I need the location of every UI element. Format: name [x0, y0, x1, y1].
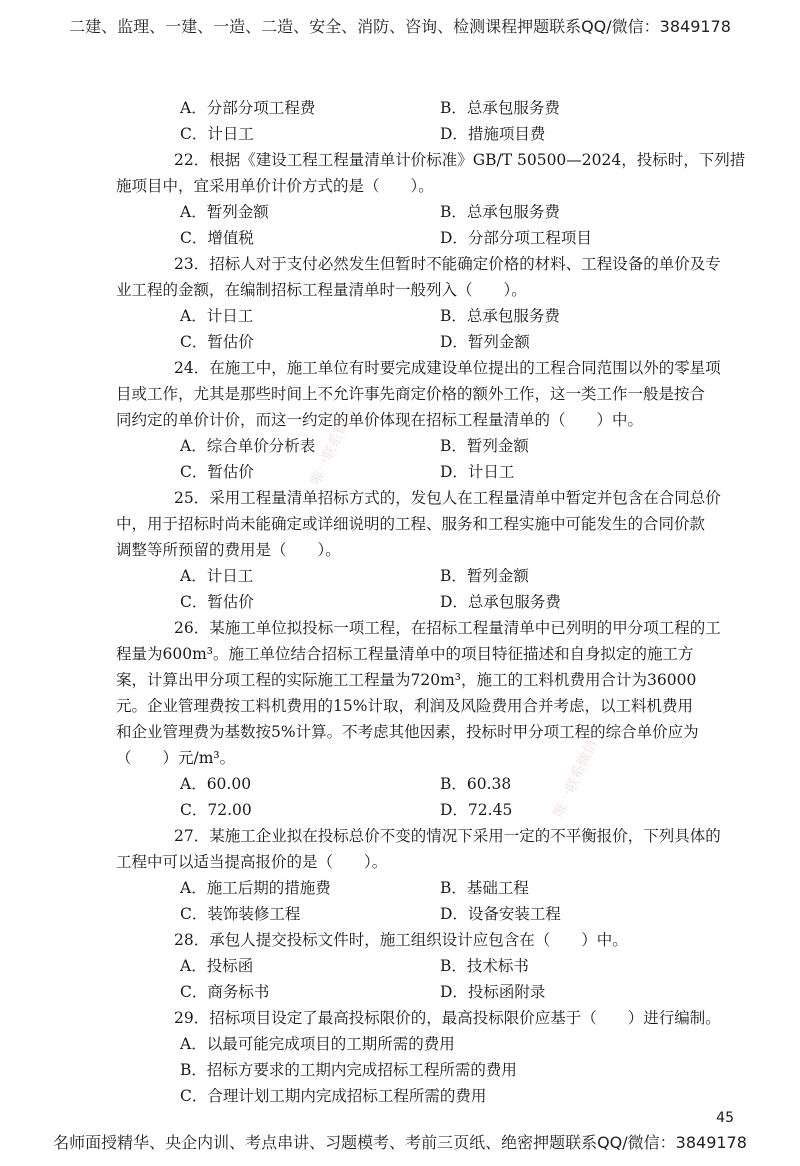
q24-option-c: C．暂估价 — [180, 463, 254, 481]
q27-option-a: A．施工后期的措施费 — [180, 879, 331, 897]
q24-option-a: A．综合单价分析表 — [180, 437, 316, 455]
page-footer-banner: 名师面授精华、央企内训、考点串讲、习题模考、考前三页纸、绝密押题联系QQ/微信：3849178 — [53, 1133, 747, 1152]
q25-stem-line: 调整等所预留的费用是（ ）。 — [116, 541, 341, 559]
q23-option-b: B．总承包服务费 — [440, 307, 560, 325]
q23-option-a: A．计日工 — [180, 307, 254, 325]
q21-option-d: D．措施项目费 — [440, 125, 546, 143]
q25-option-a: A．计日工 — [180, 567, 254, 585]
q28-option-b: B．技术标书 — [440, 957, 529, 975]
q26-option-d: D．72.45 — [440, 801, 513, 819]
q29-option-a: A．以最可能完成项目的工期所需的费用 — [180, 1035, 455, 1053]
q25-option-b: B．暂列金额 — [440, 567, 529, 585]
q26-stem-line: 元。企业管理费按工料机费用的15%计取，利润及风险费用合并考虑，以工料机费用 — [116, 697, 693, 715]
q26-stem-line: 案，计算出甲分项工程的实际施工工程量为720m³，施工的工料机费用合计为36000 — [116, 671, 697, 689]
q29-option-b: B．招标方要求的工期内完成招标工程所需的费用 — [180, 1061, 517, 1079]
q23-stem-line: 23．招标人对于支付必然发生但暂时不能确定价格的材料、工程设备的单价及专 — [174, 255, 721, 273]
q24-option-b: B．暂列金额 — [440, 437, 529, 455]
q24-stem-line: 24．在施工中，施工单位有时要完成建设单位提出的工程合同范围以外的零星项 — [174, 359, 721, 377]
q24-stem-line: 同约定的单价计价，而这一约定的单价体现在招标工程量清单的（ ）中。 — [116, 411, 644, 429]
q25-option-c: C．暂估价 — [180, 593, 254, 611]
watermark-text: 唯一联系微信 — [307, 405, 358, 489]
q25-stem-line: 25．采用工程量清单招标方式的，发包人在工程量清单中暂定并包含在合同总价 — [174, 489, 721, 507]
q23-option-d: D．暂列金额 — [440, 333, 530, 351]
q21-option-c: C．计日工 — [180, 125, 254, 143]
q26-stem-line: 程量为600m³。施工单位结合招标工程量清单中的项目特征描述和自身拟定的施工方 — [116, 645, 694, 663]
q27-option-d: D．设备安装工程 — [440, 905, 561, 923]
q25-stem-line: 中，用于招标时尚未能确定或详细说明的工程、服务和工程实施中可能发生的合同价款 — [116, 515, 706, 533]
q26-stem-line: 26．某施工单位拟投标一项工程，在招标工程量清单中已列明的甲分项工程的工 — [174, 619, 721, 637]
q26-option-a: A．60.00 — [180, 775, 252, 793]
q22-stem-line: 22．根据《建设工程工程量清单计价标准》GB/T 50500—2024，投标时，下列措 — [174, 151, 746, 169]
q26-stem-line: （ ）元/m³。 — [116, 749, 236, 767]
q22-option-c: C．增值税 — [180, 229, 254, 247]
q28-option-d: D．投标函附录 — [440, 983, 546, 1001]
q24-option-d: D．计日工 — [440, 463, 515, 481]
q23-option-c: C．暂估价 — [180, 333, 254, 351]
q24-stem-line: 目或工作，尤其是那些时间上不允许事先商定价格的额外工作，这一类工作一般是按合 — [116, 385, 706, 403]
watermark-text: 唯一联系微信 — [550, 737, 601, 821]
q26-option-b: B．60.38 — [440, 775, 512, 793]
q28-option-a: A．投标函 — [180, 957, 254, 975]
exam-questions — [0, 96, 800, 1110]
q22-stem-line: 施项目中，宜采用单价计价方式的是（ ）。 — [116, 177, 434, 195]
q27-option-b: B．基础工程 — [440, 879, 529, 897]
q29-option-c: C．合理计划工期内完成招标工程所需的费用 — [180, 1087, 487, 1105]
q28-option-c: C．商务标书 — [180, 983, 270, 1001]
q29-stem-line: 29．招标项目设定了最高投标限价的，最高投标限价应基于（ ）进行编制。 — [174, 1009, 721, 1027]
q26-option-c: C．72.00 — [180, 801, 252, 819]
q27-option-c: C．装饰装修工程 — [180, 905, 301, 923]
q22-option-a: A．暂列金额 — [180, 203, 269, 221]
q27-stem-line: 工程中可以适当提高报价的是（ ）。 — [116, 853, 388, 871]
q21-option-a: A．分部分项工程费 — [180, 99, 316, 117]
q26-stem-line: 和企业管理费为基数按5%计算。不考虑其他因素，投标时甲分项工程的综合单价应为 — [116, 723, 699, 741]
q25-option-d: D．总承包服务费 — [440, 593, 561, 611]
q28-stem-line: 28．承包人提交投标文件时，施工组织设计应包含在（ ）中。 — [174, 931, 628, 949]
q23-stem-line: 业工程的金额，在编制招标工程量清单时一般列入（ ）。 — [116, 281, 527, 299]
page-header-banner: 二建、监理、一建、一造、二造、安全、消防、咨询、检测课程押题联系QQ/微信：3849178 — [69, 17, 731, 36]
q21-option-b: B．总承包服务费 — [440, 99, 560, 117]
q22-option-d: D．分部分项工程项目 — [440, 229, 592, 247]
q22-option-b: B．总承包服务费 — [440, 203, 560, 221]
page-number: 45 — [716, 1110, 734, 1126]
q27-stem-line: 27．某施工企业拟在投标总价不变的情况下采用一定的不平衡报价，下列具体的 — [174, 827, 721, 845]
